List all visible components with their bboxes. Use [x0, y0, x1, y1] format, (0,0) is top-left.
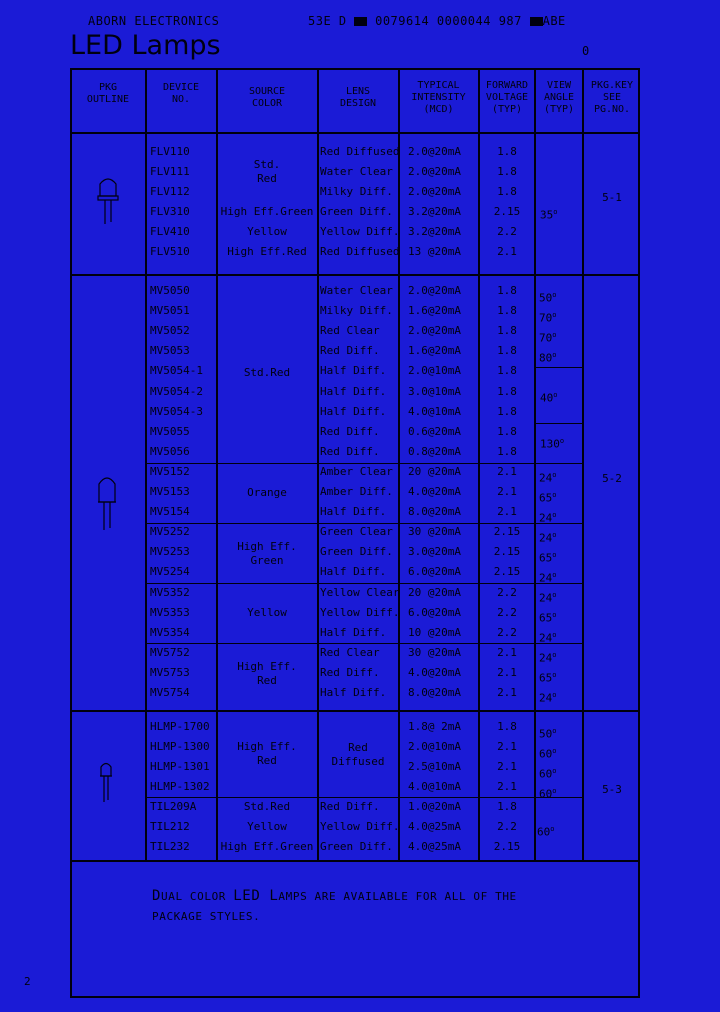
header-lens-design: LENS DESIGN — [339, 86, 377, 109]
device-no: MV5354 — [150, 625, 190, 639]
view-angle — [539, 548, 556, 566]
view-angle — [539, 588, 556, 606]
col-rule — [534, 68, 536, 860]
view-angle — [539, 668, 556, 686]
view-angle — [539, 508, 556, 526]
lens-design: Red Diff. — [320, 344, 380, 358]
view-angle — [539, 328, 556, 346]
view-angle-value: 24 — [539, 571, 553, 585]
intensity: 2.0@20mA — [408, 145, 461, 158]
forward-voltage: 2.1 — [497, 665, 517, 679]
degree-symbol: o — [552, 351, 557, 359]
source-color: High Eff. Red — [237, 660, 297, 687]
forward-voltage: 2.1 — [497, 485, 517, 498]
device-no: MV5055 — [150, 424, 190, 438]
degree-symbol: o — [552, 571, 557, 579]
view-angle — [540, 388, 557, 406]
note-line-1: DUAL COLOR LED LAMPS ARE AVAILABLE FOR ALL OF THE — [152, 888, 517, 904]
forward-voltage: 2.1 — [497, 245, 517, 258]
lens-design: Red Clear — [320, 645, 380, 659]
device-no: FLV112 — [150, 185, 190, 198]
view-angle-value: 24 — [539, 511, 553, 525]
view-angle — [540, 434, 564, 452]
dual-color-note — [152, 886, 517, 927]
view-angle — [539, 488, 556, 506]
col-rule — [582, 68, 584, 860]
view-angle — [539, 724, 556, 742]
forward-voltage: 1.8 — [497, 384, 517, 398]
device-no: MV5056 — [150, 444, 190, 458]
led-3mm-outline-icon — [98, 760, 114, 804]
degree-symbol: o — [552, 787, 557, 795]
degree-symbol: o — [552, 511, 557, 519]
device-no: HLMP-1700 — [150, 720, 210, 733]
device-no: FLV110 — [150, 145, 190, 158]
intensity: 30 @20mA — [408, 645, 461, 659]
intensity: 6.0@20mA — [408, 605, 461, 619]
forward-voltage: 2.15 — [493, 205, 521, 218]
intensity: 4.0@25mA — [408, 840, 461, 853]
degree-symbol: o — [552, 727, 557, 735]
source-color: High Eff.Green — [220, 205, 314, 218]
forward-voltage: 1.8 — [497, 424, 517, 438]
view-angle-value: 60 — [539, 747, 553, 761]
source-color: Yellow — [247, 606, 287, 619]
degree-symbol: o — [552, 671, 557, 679]
forward-voltage: 1.8 — [497, 284, 517, 297]
degree-symbol: o — [552, 611, 557, 619]
note-rule — [70, 860, 640, 862]
subgroup-rule — [145, 797, 582, 798]
header-rule — [70, 132, 640, 134]
view-angle-value: 60 — [539, 767, 553, 781]
lens-design: Red Clear — [320, 324, 380, 338]
view-angle — [539, 764, 556, 782]
view-angle-value: 65 — [539, 551, 553, 565]
col-rule — [398, 68, 400, 860]
intensity: 2.5@10mA — [408, 760, 461, 773]
pkg-key-2: 5-2 — [602, 472, 622, 485]
device-no: FLV111 — [150, 165, 190, 178]
degree-symbol: o — [552, 291, 557, 299]
lens-design: Water Clear — [320, 284, 393, 297]
source-color: High Eff.Green — [220, 840, 314, 853]
view-angle — [539, 288, 556, 306]
view-angle-value: 60 — [539, 787, 553, 801]
source-color: Yellow — [247, 225, 287, 238]
degree-symbol: o — [552, 691, 557, 699]
view-angle-value: 24 — [539, 631, 553, 645]
lens-design: Half Diff. — [320, 384, 387, 398]
degree-symbol: o — [552, 767, 557, 775]
led-5mm-flange-outline-icon — [96, 176, 120, 226]
view-angle-value: 35 — [540, 208, 554, 222]
black-square-mark — [354, 17, 367, 26]
degree-symbol: o — [552, 631, 557, 639]
forward-voltage: 1.8 — [497, 364, 517, 378]
forward-voltage: 2.15 — [493, 545, 521, 559]
lens-design: Milky Diff. — [320, 185, 393, 198]
view-angle-value: 50 — [539, 291, 553, 305]
lens-design: Amber Diff. — [320, 485, 393, 498]
view-angle-value: 65 — [539, 491, 553, 505]
device-no: TIL232 — [150, 840, 190, 853]
degree-symbol: o — [550, 825, 555, 833]
lens-design: Green Diff. — [320, 205, 393, 218]
lens-design: Red Diffused — [320, 145, 400, 158]
device-no: MV5154 — [150, 505, 190, 519]
lens-design: Water Clear — [320, 165, 393, 178]
view-angle-value: 80 — [539, 351, 553, 365]
subgroup-rule — [145, 523, 582, 524]
lens-design: Amber Clear — [320, 464, 393, 478]
page-number: 2 — [24, 975, 31, 988]
forward-voltage: 2.1 — [497, 505, 517, 519]
view-angle — [539, 308, 556, 326]
view-angle — [539, 628, 556, 646]
code-prefix: 53E D — [308, 14, 347, 28]
degree-symbol: o — [552, 531, 557, 539]
view-angle — [539, 468, 556, 486]
forward-voltage: 2.15 — [493, 525, 521, 539]
forward-voltage: 1.8 — [497, 720, 517, 733]
device-no: MV5054-3 — [150, 404, 203, 418]
intensity: 10 @20mA — [408, 625, 461, 639]
device-no: HLMP-1302 — [150, 780, 210, 793]
view-angle-value: 60 — [537, 825, 551, 839]
device-no: MV5752 — [150, 645, 190, 659]
lens-design: Half Diff. — [320, 625, 387, 639]
view-angle — [539, 528, 556, 546]
group-rule — [70, 274, 640, 276]
degree-symbol: o — [552, 651, 557, 659]
forward-voltage: 2.1 — [497, 740, 517, 753]
group-rule — [70, 710, 640, 712]
intensity: 1.6@20mA — [408, 344, 461, 358]
lens-design: Red Diff. — [320, 800, 380, 813]
lens-design: Red Diffused — [320, 245, 400, 258]
device-no: MV5153 — [150, 485, 190, 498]
device-no: MV5054-2 — [150, 384, 203, 398]
view-angle-value: 24 — [539, 651, 553, 665]
lens-design: Half Diff. — [320, 565, 387, 579]
header-device-no: DEVICE NO. — [162, 82, 200, 105]
code-main: 0079614 0000044 987 — [375, 14, 522, 28]
pkg-key-3: 5-3 — [602, 783, 622, 796]
pkg-key-1: 5-1 — [602, 191, 622, 204]
view-angle-value: 24 — [539, 531, 553, 545]
forward-voltage: 2.1 — [497, 645, 517, 659]
device-no: MV5254 — [150, 565, 190, 579]
forward-voltage: 2.1 — [497, 780, 517, 793]
forward-voltage: 2.1 — [497, 760, 517, 773]
forward-voltage: 1.8 — [497, 304, 517, 318]
col-rule — [145, 68, 147, 860]
intensity: 1.0@20mA — [408, 800, 461, 813]
forward-voltage: 1.8 — [497, 404, 517, 418]
view-angle-value: 70 — [539, 311, 553, 325]
lens-merged-cell: Red Diffused — [331, 741, 385, 768]
view-angle — [540, 205, 557, 223]
view-angle-value: 40 — [540, 391, 554, 405]
lens-design: Yellow Clear — [320, 585, 400, 599]
degree-symbol: o — [552, 331, 557, 339]
device-no: MV5053 — [150, 344, 190, 358]
intensity: 20 @20mA — [408, 585, 461, 599]
device-no: TIL212 — [150, 820, 190, 833]
intensity: 8.0@20mA — [408, 686, 461, 699]
device-no: HLMP-1300 — [150, 740, 210, 753]
source-color: Std. Red — [253, 158, 281, 185]
page-title: LED Lamps — [70, 30, 221, 61]
lens-design: Green Diff. — [320, 840, 393, 853]
lens-design: Half Diff. — [320, 364, 387, 378]
device-no: MV5252 — [150, 525, 190, 539]
degree-symbol: o — [552, 747, 557, 755]
device-no: MV5152 — [150, 464, 190, 478]
lens-design: Half Diff. — [320, 686, 387, 699]
black-square-mark — [530, 17, 543, 26]
lens-design: Yellow Diff. — [320, 605, 400, 619]
forward-voltage: 2.1 — [497, 686, 517, 699]
source-color: High Eff.Red — [227, 245, 307, 258]
lens-design: Green Diff. — [320, 545, 393, 559]
device-no: MV5050 — [150, 284, 190, 297]
subgroup-rule — [145, 463, 582, 464]
lens-design: Red Diff. — [320, 665, 380, 679]
view-angle — [539, 688, 556, 706]
header-pkg-outline: PKG OUTLINE — [86, 82, 130, 105]
view-angle-value: 24 — [539, 691, 553, 705]
corner-mark: 0 — [582, 44, 590, 58]
intensity: 3.2@20mA — [408, 225, 461, 238]
subgroup-rule — [145, 643, 582, 644]
angle-rule — [535, 367, 582, 368]
intensity: 6.0@20mA — [408, 565, 461, 579]
device-no: MV5753 — [150, 665, 190, 679]
degree-symbol: o — [552, 591, 557, 599]
forward-voltage: 2.2 — [497, 225, 517, 238]
view-angle-value: 65 — [539, 671, 553, 685]
forward-voltage: 1.8 — [497, 444, 517, 458]
device-no: MV5353 — [150, 605, 190, 619]
view-angle-value: 24 — [539, 591, 553, 605]
lens-design: Half Diff. — [320, 505, 387, 519]
device-no: MV5253 — [150, 545, 190, 559]
view-angle-value: 24 — [539, 471, 553, 485]
forward-voltage: 2.15 — [493, 565, 521, 579]
lens-design: Milky Diff. — [320, 304, 393, 318]
view-angle-value: 130 — [540, 437, 560, 451]
degree-symbol: o — [552, 471, 557, 479]
view-angle — [537, 822, 554, 840]
intensity: 2.0@20mA — [408, 324, 461, 338]
device-no: FLV310 — [150, 205, 190, 218]
header-source-color: SOURCE COLOR — [248, 86, 286, 109]
forward-voltage: 1.8 — [497, 324, 517, 338]
device-no: FLV510 — [150, 245, 190, 258]
lens-design: Half Diff. — [320, 404, 387, 418]
intensity: 3.2@20mA — [408, 205, 461, 218]
device-no: MV5754 — [150, 686, 190, 699]
degree-symbol: o — [552, 491, 557, 499]
degree-symbol: o — [552, 311, 557, 319]
intensity: 3.0@10mA — [408, 384, 461, 398]
degree-symbol: o — [553, 208, 558, 216]
forward-voltage: 2.2 — [497, 605, 517, 619]
angle-rule — [535, 423, 582, 424]
source-color: Std.Red — [243, 800, 291, 813]
view-angle-value: 70 — [539, 331, 553, 345]
forward-voltage: 1.8 — [497, 165, 517, 178]
intensity: 4.0@25mA — [408, 820, 461, 833]
degree-symbol: o — [559, 437, 565, 445]
lens-design: Red Diff. — [320, 424, 380, 438]
forward-voltage: 2.2 — [497, 625, 517, 639]
source-color: Orange — [247, 486, 287, 499]
intensity: 4.0@10mA — [408, 780, 461, 793]
header-pkg-key: PKG.KEY SEE PG.NO. — [590, 80, 634, 115]
source-color: Std.Red — [243, 366, 291, 379]
source-color: High Eff. Green — [237, 540, 297, 567]
lens-design: Yellow Diff. — [320, 820, 400, 833]
intensity: 4.0@10mA — [408, 404, 461, 418]
forward-voltage: 2.2 — [497, 585, 517, 599]
forward-voltage: 1.8 — [497, 344, 517, 358]
degree-symbol: o — [553, 391, 558, 399]
intensity: 0.8@20mA — [408, 444, 461, 458]
device-no: MV5052 — [150, 324, 190, 338]
intensity: 3.0@20mA — [408, 545, 461, 559]
source-color: High Eff. Red — [237, 740, 297, 767]
catalog-code — [308, 14, 566, 28]
intensity: 30 @20mA — [408, 525, 461, 539]
header-intensity: TYPICAL INTENSITY (MCD) — [411, 80, 466, 115]
intensity: 8.0@20mA — [408, 505, 461, 519]
forward-voltage: 1.8 — [497, 800, 517, 813]
intensity: 2.0@20mA — [408, 284, 461, 297]
forward-voltage: 1.8 — [497, 145, 517, 158]
forward-voltage: 1.8 — [497, 185, 517, 198]
intensity: 2.0@10mA — [408, 740, 461, 753]
intensity: 13 @20mA — [408, 245, 461, 258]
view-angle — [539, 784, 556, 802]
forward-voltage: 2.2 — [497, 820, 517, 833]
degree-symbol: o — [552, 551, 557, 559]
view-angle — [539, 608, 556, 626]
intensity: 2.0@20mA — [408, 165, 461, 178]
forward-voltage: 2.1 — [497, 464, 517, 478]
device-no: HLMP-1301 — [150, 760, 210, 773]
source-color: Yellow — [247, 820, 287, 833]
view-angle — [539, 744, 556, 762]
view-angle-value: 65 — [539, 611, 553, 625]
intensity: 2.0@20mA — [408, 185, 461, 198]
view-angle-value: 50 — [539, 727, 553, 741]
forward-voltage: 2.15 — [493, 840, 521, 853]
view-angle — [539, 568, 556, 586]
view-angle — [539, 348, 556, 366]
device-no: MV5352 — [150, 585, 190, 599]
note-line-2: PACKAGE STYLES. — [152, 910, 261, 923]
device-no: FLV410 — [150, 225, 190, 238]
intensity: 0.6@20mA — [408, 424, 461, 438]
device-no: TIL209A — [150, 800, 197, 813]
lens-design: Yellow Diff. — [320, 225, 400, 238]
company-name: ABORN ELECTRONICS — [88, 14, 220, 28]
view-angle — [539, 648, 556, 666]
intensity: 4.0@20mA — [408, 665, 461, 679]
lens-design: Green Clear — [320, 525, 393, 539]
device-no: MV5054-1 — [150, 364, 203, 378]
intensity: 4.0@20mA — [408, 485, 461, 498]
header-forward-voltage: FORWARD VOLTAGE (TYP) — [485, 80, 529, 115]
code-suffix: ABE — [542, 14, 566, 28]
led-5mm-outline-icon — [95, 474, 119, 532]
intensity: 20 @20mA — [408, 464, 461, 478]
intensity: 2.0@10mA — [408, 364, 461, 378]
subgroup-rule — [145, 583, 582, 584]
intensity: 1.6@20mA — [408, 304, 461, 318]
device-no: MV5051 — [150, 304, 190, 318]
lens-design: Red Diff. — [320, 444, 380, 458]
header-view-angle: VIEW ANGLE (TYP) — [543, 80, 575, 115]
intensity: 1.8@ 2mA — [408, 720, 461, 733]
